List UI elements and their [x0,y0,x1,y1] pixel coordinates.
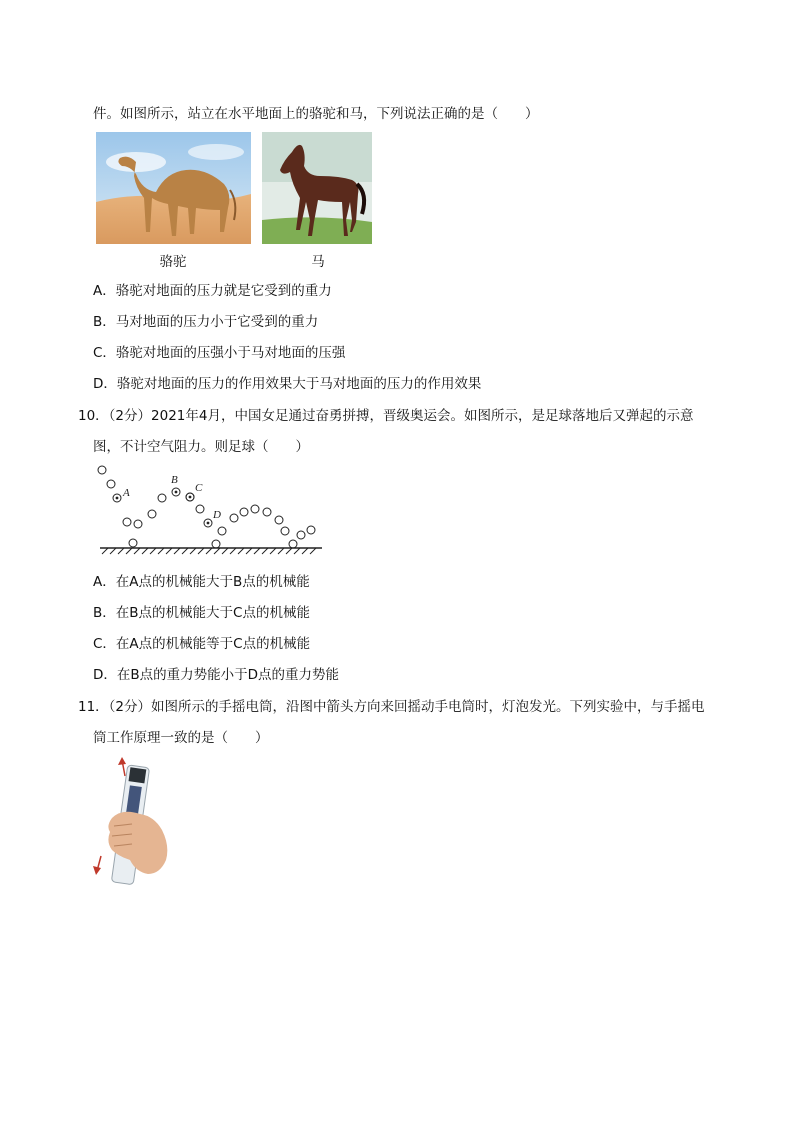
q9-option-c: C．骆驼对地面的压强小于马对地面的压强 [93,345,346,361]
camel-image [96,132,251,244]
q10-option-a: A．在A点的机械能大于B点的机械能 [93,574,310,590]
q9-option-a: A．骆驼对地面的压力就是它受到的重力 [93,283,332,299]
q9-stem: 件。如图所示，站立在水平地面上的骆驼和马，下列说法正确的是（ ） [93,106,539,122]
q11-stem-line1: 11．（2分）如图所示的手摇电筒，沿图中箭头方向来回摇动手电筒时，灯泡发光。下列实验中，与手摇电 [78,699,705,715]
camel-caption: 骆驼 [159,254,187,270]
q9-option-b: B．马对地面的压力小于它受到的重力 [93,314,319,330]
q10-option-d: D．在B点的重力势能小于D点的重力势能 [93,667,340,683]
q10-option-c: C．在A点的机械能等于C点的机械能 [93,636,311,652]
point-label-a: A [123,487,130,499]
ball-bounce-diagram [96,460,326,560]
q10-stem-line2: 图，不计空气阻力。则足球（ ） [93,439,309,455]
point-label-d: D [213,509,221,521]
point-label-c: C [195,482,203,494]
q10-stem-line1: 10．（2分）2021年4月，中国女足通过奋勇拼搏，晋级奥运会。如图所示，是足球落地后又弹起的示意 [78,408,694,424]
q10-option-b: B．在B点的机械能大于C点的机械能 [93,605,310,621]
point-label-b: B [171,474,178,486]
q9-option-d: D．骆驼对地面的压力的作用效果大于马对地面的压力的作用效果 [93,376,482,392]
horse-image [262,132,372,244]
hand-crank-flashlight-image [92,756,174,886]
horse-caption: 马 [311,254,325,270]
q11-stem-line2: 筒工作原理一致的是（ ） [93,730,269,746]
